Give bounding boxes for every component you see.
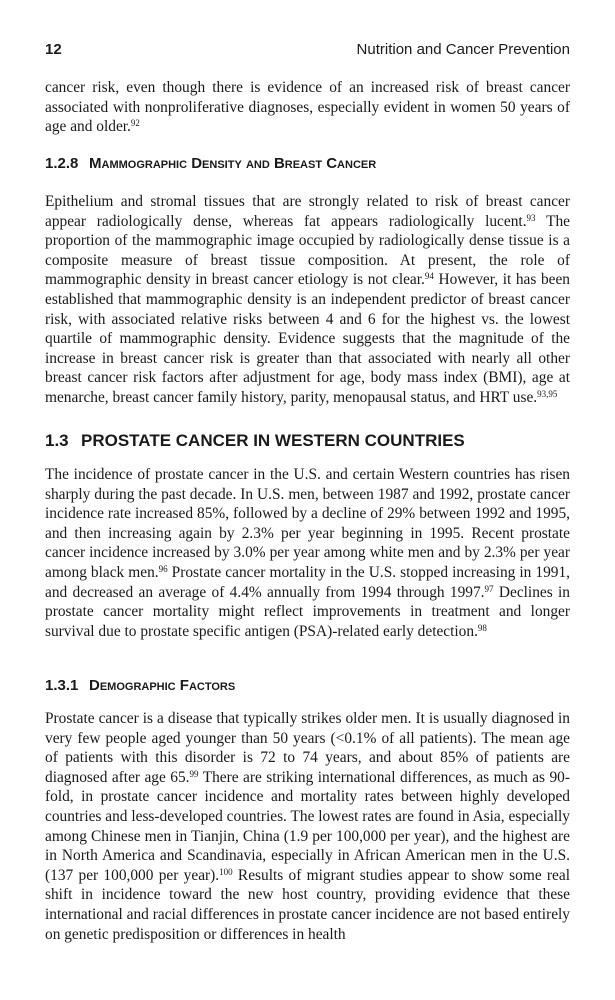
citation: 96 [158,563,168,574]
citation: 100 [219,866,233,877]
section-heading-1-3 [45,430,570,452]
section-number: 1.3.1 [45,677,79,694]
paragraph-text: Prostate cancer mortality in the U.S. stopped increasing in 1991, and decreased an average of 4.4% annually from 1994 through 1997. [45,563,570,601]
citation: 92 [130,118,140,129]
paragraph-demographic-factors [45,709,570,944]
paragraph-text: The incidence of prostate cancer in the U.S. and certain Western countries has risen sharply during the past decade. In U.S. men, between 1987 and 1992, prostate cancer incidence rate increased 85%, followed by a decline of 29% between 1992 and 1995, and then increasing again by 2.3% per year beginning in 1995. Recent prostate cancer incidence increased by 3.0% per year among white men and by 2.3% per year among black men. [45,466,570,581]
running-header [45,41,570,63]
citation: 93,95 [537,388,558,399]
paragraph-text: There are striking international differences, as much as 90-fold, in prostate cancer incidence and mortality rates between highly developed countries and less-developed countries. The lowest rates are found in Asia, especially among Chinese men in Tianjin, China (1.9 per 100,000 per year), and the highest are in North America and Scandinavia, especially in African American men in the U.S. (137 per 100,000 per year). [45,768,571,884]
paragraph-prostate-incidence [45,465,570,641]
section-title: PROSTATE CANCER IN WESTERN COUNTRIES [81,431,465,450]
citation: 98 [477,622,487,633]
running-title: Nutrition and Cancer Prevention [356,41,570,58]
paragraph-text: Declines in prostate cancer mortality might reflect improvements in treatment and longer survival due to prostate specific antigen (PSA)-related early detection. [45,583,571,640]
paragraph-continued [45,78,570,137]
paragraph-text: Epithelium and stromal tissues that are strongly related to risk of breast cancer appear radiologically dense, whereas fat appears radiologically lucent. [45,193,570,230]
paragraph-text: cancer risk, even though there is evidence of an increased risk of breast cancer associated with nonproliferative diagnoses, especially evident in women 50 years of age and older. [45,79,570,136]
citation: 97 [484,583,494,594]
page-number: 12 [45,41,62,58]
paragraph-mammographic-density [45,192,570,408]
paragraph-text: However, it has been established that mammographic density is an independent predictor of breast cancer risk, with associated relative risks between 4 and 6 for the highest vs. the lowest quartile of mammographic density. Evidence suggests that the magnitude of the increase in breast cancer risk is greater than that associated with nearly all other breast cancer risk factors after adjustment for age, body mass index (BMI), age at menarche, breast cancer family history, parity, menopausal status, and HRT use. [45,271,570,406]
citation: 99 [189,768,199,779]
section-heading-1-2-8 [45,154,570,174]
section-title: Mammographic Density and Breast Cancer [89,155,377,172]
citation: 94 [424,271,434,282]
section-title: Demographic Factors [89,677,236,694]
section-heading-1-3-1 [45,676,570,696]
citation: 93 [526,212,536,223]
paragraph-text: Prostate cancer is a disease that typically strikes older men. It is usually diagnosed in very few people aged younger than 50 years (<0.1% of all patients). The mean age of patients with this disorder is 72 to 74 years, and about 85% of patients are diagnosed after age 65. [45,710,570,786]
paragraph-text: The proportion of the mammographic image occupied by radiologically dense tissue is a composite measure of breast tissue composition. At present, the role of mammographic density in breast cancer etiology is not clear. [45,212,570,289]
section-number: 1.2.8 [45,155,79,172]
paragraph-text: Results of migrant studies appear to show some real shift in incidence toward the new host country, providing evidence that these international and racial differences in prostate cancer incidence are not based entirely on genetic predisposition or differences in health [45,866,570,943]
section-number: 1.3 [45,431,69,450]
